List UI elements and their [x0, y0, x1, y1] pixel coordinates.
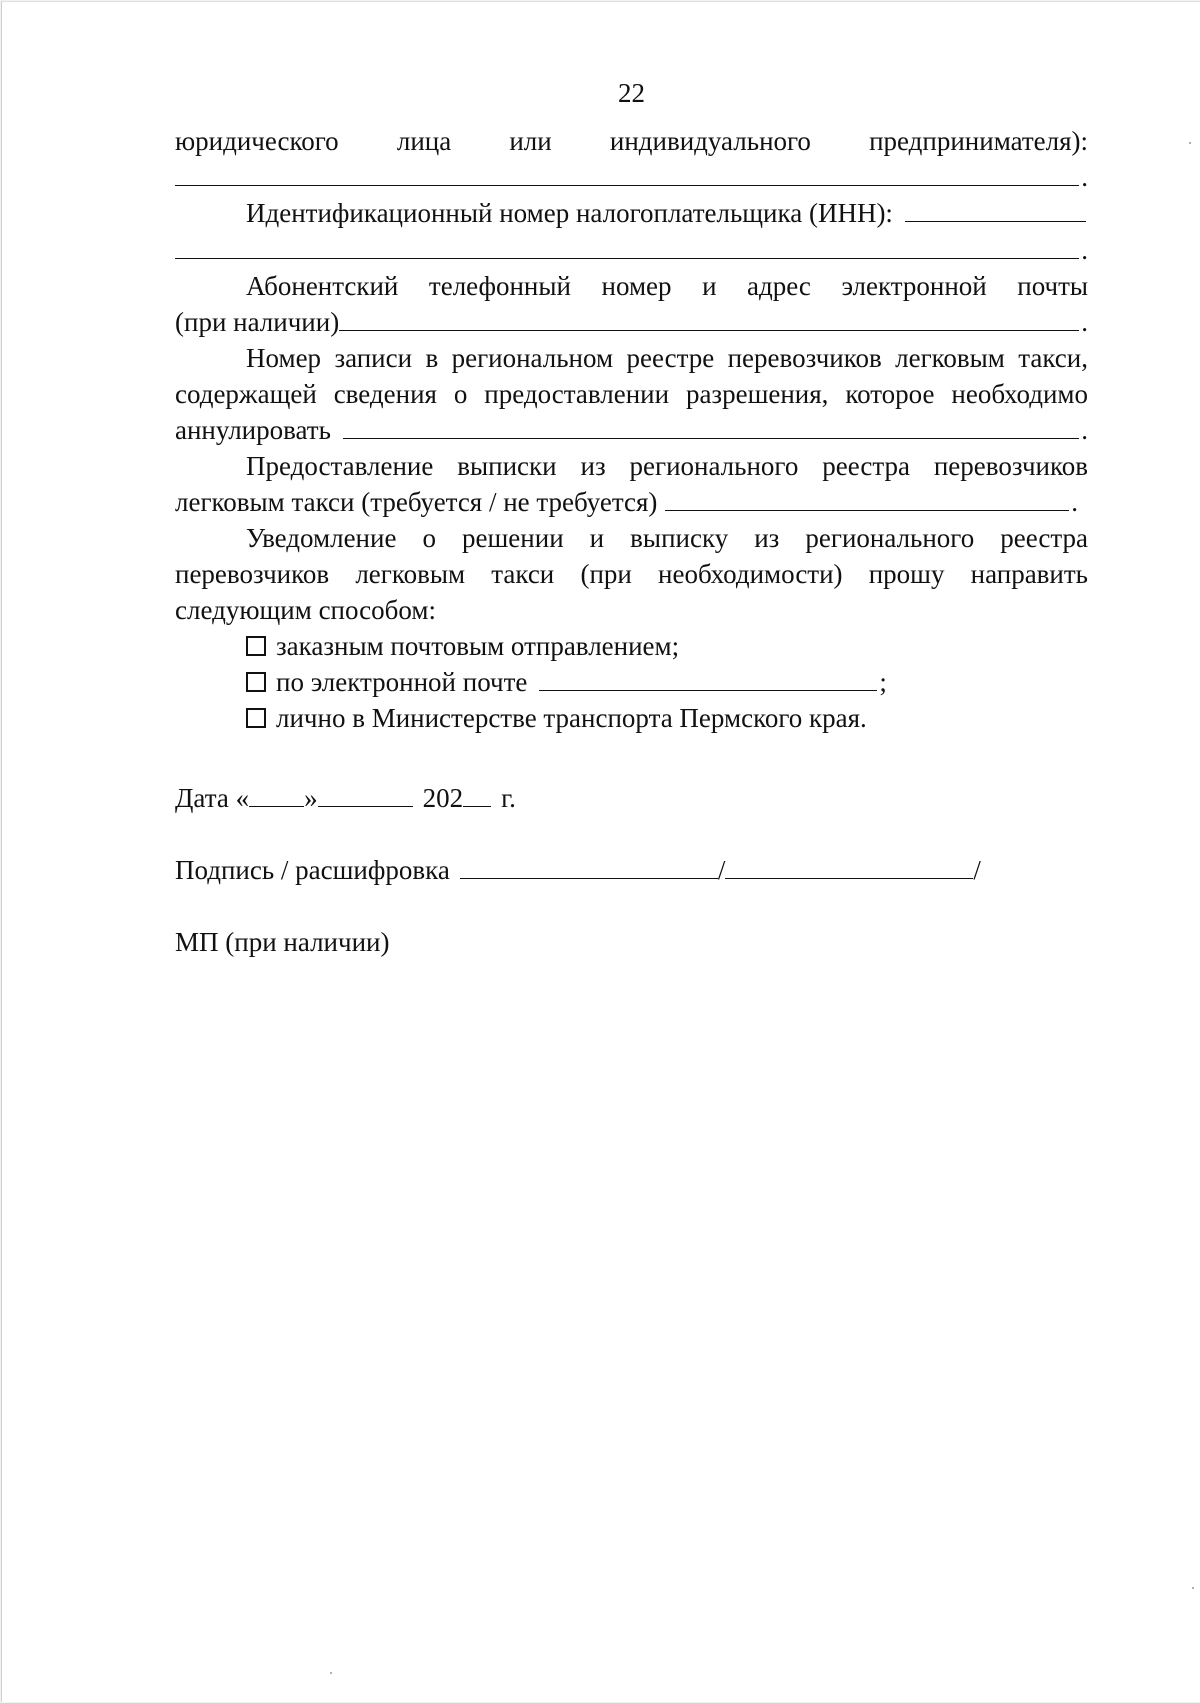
option-label: по электронной почте [276, 667, 528, 697]
inn-line [175, 195, 1088, 231]
word: предпринимателя): [869, 126, 1089, 156]
word: Абонентский [246, 271, 399, 301]
option-email[interactable] [246, 664, 887, 700]
semicolon: ; [879, 667, 887, 697]
record-line-3 [175, 412, 1088, 448]
signature-label: Подпись / расшифровка [175, 855, 450, 885]
period: . [1081, 415, 1088, 445]
notice-line-2: перевозчиков легковым такси (при необходимости) прошу направить [175, 559, 1088, 589]
period: . [1081, 307, 1088, 337]
word: лица [396, 126, 452, 156]
period: . [1081, 235, 1088, 265]
extract-line-1: Предоставление выписки из регионального реестра перевозчиков [246, 451, 1088, 481]
inn-label: Идентификационный номер налогоплательщика (ИНН): [246, 198, 893, 228]
word: или [509, 126, 552, 156]
word: индивидуального [609, 126, 811, 156]
record-line-1: Номер записи в региональном реестре перевозчиков легковым такси, [246, 343, 1088, 373]
extract-label: легковым такси (требуется / не требуется) [175, 487, 658, 517]
date-label: Дата « [175, 783, 250, 813]
record-label: аннулировать [175, 415, 331, 445]
month-blank[interactable] [318, 780, 413, 807]
word: почты [1017, 271, 1089, 301]
email-blank[interactable] [539, 664, 877, 691]
year-blank[interactable] [463, 780, 491, 807]
option-label: лично в Министерстве транспорта Пермского края. [276, 703, 867, 733]
option-registered-mail[interactable] [246, 628, 679, 664]
inn-blank[interactable] [905, 195, 1086, 222]
word: юридического [175, 126, 339, 156]
stamp-label: МП (при наличии) [175, 927, 390, 957]
year-prefix: 202 [422, 783, 464, 813]
date-close-quote: » [304, 783, 318, 813]
fill-blank[interactable] [175, 232, 1079, 259]
legal-entity-line [175, 123, 1088, 159]
record-line-2: содержащей сведения о предоставлении разрешения, которое необходимо [175, 379, 1088, 409]
signature-line [175, 852, 995, 888]
legal-entity-blank-line [175, 159, 1088, 195]
word: электронной [841, 271, 987, 301]
word: номер [601, 271, 672, 301]
inn-blank-line [175, 232, 1088, 268]
scan-speck [1189, 142, 1191, 144]
word: и [702, 271, 717, 301]
signature-separator: / [717, 855, 726, 885]
date-line [175, 780, 575, 816]
option-label: заказным почтовым отправлением; [276, 631, 680, 661]
extract-blank[interactable] [665, 484, 1069, 511]
year-suffix: г. [501, 783, 516, 813]
word: адрес [747, 271, 811, 301]
day-blank[interactable] [249, 780, 304, 807]
phone-line-1 [175, 268, 1088, 304]
name-blank[interactable] [725, 852, 973, 879]
page-number: 22 [618, 78, 645, 108]
phone-line-2 [175, 304, 1088, 340]
fill-blank[interactable] [175, 159, 1079, 186]
notice-line-3: следующим способом: [175, 595, 436, 625]
document-page [1, 1, 1200, 1702]
scan-speck [1192, 1587, 1194, 1589]
record-blank[interactable] [343, 412, 1079, 439]
signature-end: / [973, 855, 981, 885]
phone-label: (при наличии) [175, 307, 340, 337]
notice-line-1: Уведомление о решении и выписку из регионального реестра [246, 523, 1088, 553]
extract-line-2 [175, 484, 1078, 520]
period: . [1071, 487, 1078, 517]
period: . [1081, 162, 1088, 192]
scan-speck [330, 1672, 332, 1674]
signature-blank[interactable] [460, 852, 718, 879]
checkbox[interactable] [246, 672, 266, 692]
word: телефонный [428, 271, 571, 301]
option-in-person[interactable] [246, 700, 867, 736]
checkbox[interactable] [246, 708, 266, 728]
checkbox[interactable] [246, 636, 266, 656]
phone-blank[interactable] [339, 304, 1079, 331]
